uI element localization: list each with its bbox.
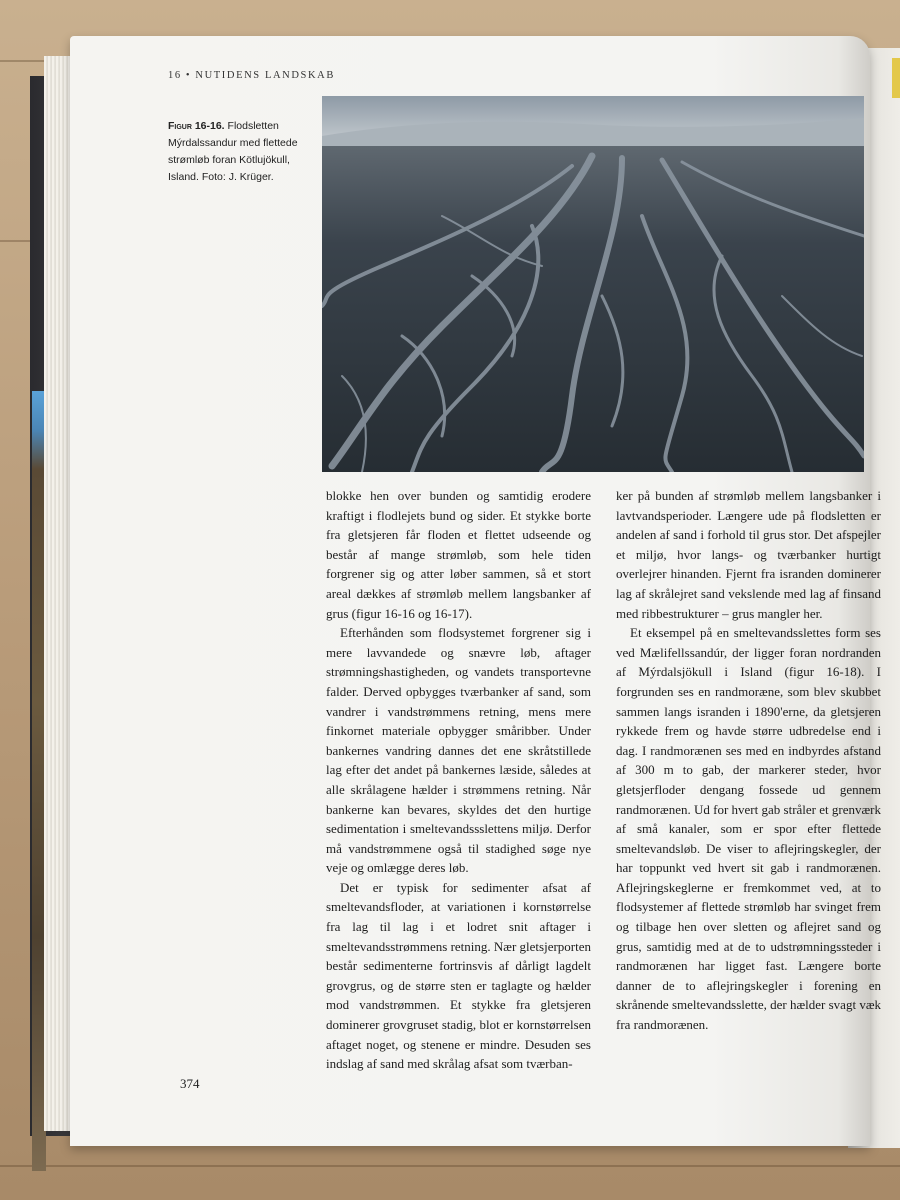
text-column-left xyxy=(326,486,591,1074)
paragraph: blokke hen over bunden og samtidig erodere kraftigt i flodlejets bund og sider. Et stykke borte fra gletsjeren får floden et flettet udseende og består af mange strømløb, som hele tiden forgrener sig og atter løber sammen, så et stort areal dækkes af strømløb mellem langsbanker af grus (figur 16-16 og 16-17). xyxy=(326,488,591,621)
paragraph: Et eksempel på en smeltevandsslettes form ses ved Mælifellssandúr, der ligger foran nordranden af Mýrdalsjökull i Island (figur 16-18). I forgrunden ses en randmoræne, som blev skubbet sammen langs isranden i 1890'erne, da gletsjeren rykkede frem og havde større udbredelse end i dag. I randmorænen ses med en indbyrdes afstand af 300 m to gab, der markerer steder, hvor gletsjerfloder dengang fossede ud gennem randmorænen. Ud for hvert gab stråler et grenværk af små kanaler, som er spor efter flettede smeltevandsløb. De viser to aflejringskegler, der har toppunkt ved hvert sit gab i randmorænen. Aflejringskeglerne er fremkommet ved, at to flodsystemer af flettede strømløb har svinget frem og tilbage hen over sletten og aflejret sand og grus, samtidig med at de to udstrømningssteder i randmorænen har ligget fast. Længere borte danner de to aflejringskegler i forening en skrånende smeltevandsslette, der hælder svagt væk fra randmorænen. xyxy=(616,625,881,1033)
figure-caption xyxy=(168,118,318,186)
braided-river-image xyxy=(322,96,864,472)
figure-photo xyxy=(322,96,864,472)
running-head: 16 • NUTIDENS LANDSKAB xyxy=(168,70,335,81)
figure-label: Figur 16-16. xyxy=(168,120,225,132)
paragraph: ker på bunden af strømløb mellem langsbanker i lavtvandsperioder. Længere ude på flodsletten er andelen af sand i forhold til grus stor. Det afspejler et miljø, hvor langs- og tværbanker hurtigt overlejrer hinanden. Fjernt fra isranden dominerer lag af skrålejret sand vekslende med lag af finsand med ribbestrukturer – grus mangler her. xyxy=(616,488,881,621)
page-number: 374 xyxy=(180,1076,200,1091)
text-column-right xyxy=(616,486,881,1035)
caption-text: Flodsletten Mýrdalssandur med flettede strømløb foran Kötlujökull, Island. Foto: J. Krüger. xyxy=(168,120,298,183)
bookmark-edge xyxy=(892,58,900,98)
book-page xyxy=(70,36,881,1146)
open-book xyxy=(30,36,900,1146)
paragraph: Det er typisk for sedimenter afsat af smeltevandsfloder, at variationen i kornstørrelse fra lag til lag i et lodret snit aftager i smeltevandsstrømmens retning. Nær gletsjerporten består sedimenterne fortrinsvis af dårligt lagdelt grovgrus, og de større sten er taglagte og hælder mod vandstrømmen. Et stykke fra gletsjeren dominerer grovgruset stadig, blot er kornstørrelsen aftaget noget, og stenene er mindre. Desuden ses indslag af sand med skrålag afsat som tværban- xyxy=(326,879,592,1072)
paragraph: Efterhånden som flodsystemet forgrener sig i mere lavvandede og snævre løb, aftager strømningshastigheden, og vandets transportevne falder. Derved opbygges tværbanker af sand, som vandrer i vandstrømmens retning, mens mere finkornet materiale opbygger småribber. Under bankernes vandring dannes det ene skråtstillede lag efter det andet på bankernes læside, således at alle skrålagene hælder i strømmens retning. Når bankerne kan bevares, skyldes det den hurtige sedimentation i smeltevandssslettens miljø. Derfor må vandstrømmene også til stadighed søge nye veje og omlægge deres løb. xyxy=(326,625,591,876)
wood-grain xyxy=(0,1165,900,1167)
